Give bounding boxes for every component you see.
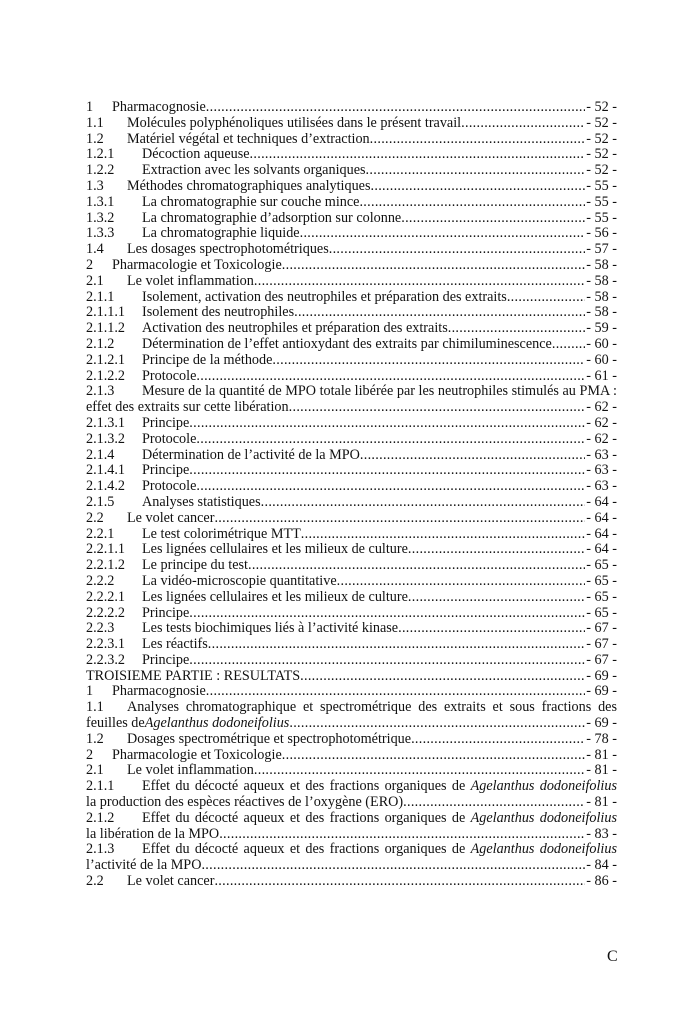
toc-entry[interactable] (86, 669, 617, 685)
dot-leader (196, 479, 585, 495)
entry-page: - 58 - (586, 272, 617, 289)
entry-title: Les tests biochimiques liés à l’activité kinase (142, 620, 399, 637)
dot-leader (196, 369, 585, 385)
entry-number: 2.2.2 (86, 572, 115, 589)
toc-entry[interactable] (86, 321, 617, 337)
dot-leader (301, 527, 585, 543)
toc-entry[interactable] (86, 132, 617, 148)
entry-title: Décoction aqueuse (142, 146, 250, 163)
entry-number: 1.2.1 (86, 146, 115, 163)
entry-title: Méthodes chromatographiques analytiques (127, 177, 371, 194)
entry-page: - 60 - (586, 351, 617, 368)
toc-entry[interactable] (86, 732, 617, 748)
entry-page: - 81 - (586, 794, 617, 811)
entry-title-text: Effet du décocté aqueux et des fractions organiques de (142, 810, 471, 826)
dot-leader (401, 211, 585, 227)
entry-number: 1.2 (86, 730, 104, 747)
dot-leader (272, 353, 585, 369)
toc-entry[interactable] (86, 179, 617, 195)
entry-number: 2.2 (86, 509, 104, 526)
toc-entry[interactable] (86, 653, 617, 669)
toc-entry[interactable] (86, 384, 617, 400)
entry-page: - 63 - (586, 478, 617, 495)
toc-entry[interactable] (86, 416, 617, 432)
entry-number: 2.1.1 (86, 288, 115, 305)
entry-number: 2 (86, 256, 94, 273)
entry-title: Le test colorimétrique MTT (142, 525, 301, 542)
entry-title-italic: Agelanthus dodoneifolius (470, 810, 617, 826)
entry-page: - 58 - (586, 256, 617, 273)
toc-entry[interactable] (86, 258, 617, 274)
dot-leader (282, 258, 586, 274)
entry-page: - 55 - (586, 177, 617, 194)
dot-leader (189, 653, 585, 669)
entry-title: Les lignées cellulaires et les milieux de culture (142, 588, 408, 605)
toc-entry[interactable] (86, 811, 617, 827)
dot-leader (366, 163, 586, 179)
entry-title: Détermination de l’activité de la MPO (142, 446, 360, 463)
dot-leader (337, 574, 586, 590)
entry-number: 2.1 (86, 762, 104, 779)
entry-page: - 52 - (586, 146, 617, 163)
entry-page: - 65 - (586, 572, 617, 589)
dot-leader (206, 100, 585, 116)
entry-number: 1.3 (86, 177, 104, 194)
entry-title: Les lignées cellulaires et les milieux de culture (142, 541, 408, 558)
dot-leader (250, 147, 586, 163)
entry-page: - 55 - (586, 193, 617, 210)
dot-leader (360, 448, 585, 464)
toc-entry[interactable] (86, 195, 617, 211)
entry-title: Le volet cancer (127, 873, 215, 890)
dot-leader (189, 416, 585, 432)
entry-page: - 67 - (586, 636, 617, 653)
entry-continuation: la production des espèces réactives de l’oxygène (ERO) (86, 794, 404, 811)
entry-page: - 67 - (586, 651, 617, 668)
dot-leader (408, 542, 585, 558)
entry-number: 2.2.3 (86, 620, 115, 637)
dot-leader (411, 732, 585, 748)
entry-number: 1 (86, 683, 94, 700)
entry-title: Protocole (142, 367, 197, 384)
entry-title: Activation des neutrophiles et préparation des extraits (142, 320, 448, 337)
toc-entry[interactable] (86, 700, 617, 716)
toc-entry[interactable] (86, 779, 617, 795)
dot-leader (254, 274, 585, 290)
dot-leader (261, 495, 586, 511)
entry-continuation: feuilles de (86, 715, 145, 732)
dot-leader (329, 242, 586, 258)
entry-page: - 59 - (586, 320, 617, 337)
entry-number: 1.4 (86, 241, 104, 258)
entry-number: 1.1 (86, 699, 104, 716)
entry-title: Dosages spectrométrique et spectrophotométrique (127, 730, 412, 747)
toc-entry[interactable] (86, 353, 617, 369)
entry-title: La chromatographie d’adsorption sur colonne (142, 209, 402, 226)
entry-number: 2.2.3.2 (86, 651, 126, 668)
toc-entry-continuation (86, 827, 617, 843)
entry-title-text: Effet du décocté aqueux et des fractions organiques de (142, 842, 471, 858)
dot-leader (289, 400, 586, 416)
entry-title: Le volet inflammation (127, 272, 254, 289)
toc-entry-continuation (86, 795, 617, 811)
entry-number: 2.2.1.1 (86, 541, 126, 558)
entry-page: - 64 - (586, 509, 617, 526)
entry-number: 1.3.1 (86, 193, 115, 210)
entry-page: - 58 - (586, 288, 617, 305)
entry-page: - 69 - (586, 667, 617, 684)
entry-title-text: Effet du décocté aqueux et des fractions organiques de (142, 779, 471, 795)
dot-leader (196, 432, 585, 448)
entry-title: Pharmacognosie (112, 683, 206, 700)
dot-leader (289, 716, 585, 732)
entry-title: Le volet cancer (127, 509, 215, 526)
entry-page: - 65 - (586, 604, 617, 621)
entry-page: - 62 - (586, 430, 617, 447)
toc-entry[interactable] (86, 274, 617, 290)
dot-leader (206, 684, 585, 700)
entry-number: 2.1.3 (86, 383, 115, 400)
toc-entry[interactable] (86, 147, 617, 163)
entry-number: 2.1.2.1 (86, 351, 126, 368)
toc-entry[interactable] (86, 163, 617, 179)
dot-leader (552, 337, 585, 353)
entry-page: - 67 - (586, 620, 617, 637)
entry-page: - 64 - (586, 525, 617, 542)
entry-title-italic: Agelanthus dodoneifolius (470, 842, 617, 858)
entry-number: 2.1.3 (86, 841, 115, 858)
entry-page: - 58 - (586, 304, 617, 321)
toc-entry[interactable] (86, 527, 617, 543)
entry-number: 2.2.2.2 (86, 604, 126, 621)
page-number: C (607, 948, 618, 965)
entry-title: Pharmacologie et Toxicologie (112, 746, 282, 763)
toc-entry[interactable] (86, 290, 617, 306)
entry-page: - 83 - (586, 825, 617, 842)
entry-page: - 62 - (586, 399, 617, 416)
entry-page: - 64 - (586, 541, 617, 558)
entry-number: 2.2 (86, 873, 104, 890)
toc-entry[interactable] (86, 511, 617, 527)
entry-number: 2.1.1 (86, 778, 115, 795)
toc-entry[interactable] (86, 684, 617, 700)
toc-entry[interactable] (86, 226, 617, 242)
entry-page: - 60 - (586, 335, 617, 352)
entry-page: - 86 - (586, 873, 617, 890)
toc-entry[interactable] (86, 495, 617, 511)
toc-entry[interactable] (86, 211, 617, 227)
toc-entry[interactable] (86, 448, 617, 464)
entry-continuation: effet des extraits sur cette libération (86, 399, 289, 416)
entry-page: - 63 - (586, 446, 617, 463)
dot-leader (201, 858, 585, 874)
entry-title: Les réactifs (142, 636, 208, 653)
dot-leader (189, 606, 585, 622)
entry-page: - 55 - (586, 209, 617, 226)
entry-page: - 57 - (586, 241, 617, 258)
entry-title: Isolement, activation des neutrophiles et préparation des extraits (142, 288, 507, 305)
dot-leader (300, 226, 586, 242)
entry-number: 1.2.2 (86, 162, 115, 179)
toc-entry-continuation (86, 716, 617, 732)
entry-number: 2.2.3.1 (86, 636, 126, 653)
entry-number: 2.2.2.1 (86, 588, 126, 605)
entry-title: Molécules polyphénoliques utilisées dans le présent travail (127, 114, 462, 131)
toc-entry[interactable] (86, 337, 617, 353)
entry-number: 2.1.4 (86, 446, 115, 463)
entry-page: - 78 - (586, 730, 617, 747)
dot-leader (370, 132, 586, 148)
toc-entry[interactable] (86, 369, 617, 385)
toc-entry[interactable] (86, 542, 617, 558)
entry-title: La chromatographie liquide (142, 225, 300, 242)
entry-number: 1.1 (86, 114, 104, 131)
entry-page: - 52 - (586, 162, 617, 179)
entry-number: 2.1.2.2 (86, 367, 126, 384)
dot-leader (294, 305, 585, 321)
dot-leader (359, 195, 585, 211)
entry-number: 2.2.1.2 (86, 557, 126, 574)
entry-title: Protocole (142, 478, 197, 495)
entry-number: 2.2.1 (86, 525, 115, 542)
entry-title: Extraction avec les solvants organiques (142, 162, 366, 179)
toc-entry[interactable] (86, 242, 617, 258)
entry-page: - 65 - (586, 557, 617, 574)
entry-title: Pharmacognosie (112, 99, 206, 115)
entry-title: Les dosages spectrophotométriques (127, 241, 329, 258)
toc-entry[interactable] (86, 100, 617, 116)
entry-number: 2.1 (86, 272, 104, 289)
entry-title: Le volet inflammation (127, 762, 254, 779)
entry-number: 1 (86, 99, 94, 115)
dot-leader (300, 669, 585, 685)
toc-entry[interactable] (86, 590, 617, 606)
entry-title: Principe (142, 604, 190, 621)
entry-page: - 81 - (586, 746, 617, 763)
entry-number: 2.1.1.1 (86, 304, 126, 321)
entry-title (142, 842, 617, 858)
entry-page: - 69 - (586, 683, 617, 700)
dot-leader (371, 179, 586, 195)
entry-page: - 61 - (586, 367, 617, 384)
entry-number: 2.1.2 (86, 335, 115, 352)
toc-entry-continuation (86, 400, 617, 416)
entry-title: La vidéo-microscopie quantitative (142, 572, 337, 589)
dot-leader (507, 290, 585, 306)
entry-title: Matériel végétal et techniques d’extraction (127, 130, 370, 147)
dot-leader (214, 874, 585, 890)
entry-title (142, 811, 617, 827)
entry-title: Principe (142, 462, 190, 479)
entry-number: 2.1.5 (86, 493, 115, 510)
entry-page: - 64 - (586, 493, 617, 510)
entry-number: 1.3.3 (86, 225, 115, 242)
entry-title: Analyses statistiques (142, 493, 261, 510)
entry-continuation: la libération de la MPO (86, 825, 220, 842)
entry-title: Principe (142, 414, 190, 431)
entry-number: 2.1.2 (86, 809, 115, 826)
entry-continuation-italic: Agelanthus dodoneifolius (144, 715, 290, 732)
entry-title: Principe (142, 651, 190, 668)
entry-title: Principe de la méthode (142, 351, 273, 368)
entry-title: La chromatographie sur couche mince (142, 193, 360, 210)
toc-entry-continuation (86, 858, 617, 874)
toc-entry[interactable] (86, 479, 617, 495)
entry-page: - 52 - (586, 114, 617, 131)
toc-entry[interactable] (86, 463, 617, 479)
toc-entry[interactable] (86, 637, 617, 653)
toc-entry[interactable] (86, 874, 617, 890)
entry-page: - 81 - (586, 762, 617, 779)
entry-title: Pharmacologie et Toxicologie (112, 256, 282, 273)
entry-title (142, 384, 617, 400)
dot-leader (219, 827, 585, 843)
dot-leader (189, 463, 585, 479)
toc-entry[interactable] (86, 432, 617, 448)
toc-entry[interactable] (86, 763, 617, 779)
entry-title-text: Analyses chromatographique et spectrométrique des extraits et sous fractions des (127, 700, 617, 716)
entry-title: TROISIEME PARTIE : RESULTATS (86, 667, 301, 684)
entry-number: 2.1.1.2 (86, 320, 126, 337)
entry-title: Protocole (142, 430, 197, 447)
toc-entry[interactable] (86, 606, 617, 622)
dot-leader (461, 116, 585, 132)
entry-title-italic: Agelanthus dodoneifolius (470, 779, 617, 795)
entry-number: 2 (86, 746, 94, 763)
entry-page: - 69 - (586, 715, 617, 732)
entry-number: 2.1.4.2 (86, 478, 126, 495)
dot-leader (398, 621, 585, 637)
dot-leader (208, 637, 585, 653)
entry-page: - 84 - (586, 857, 617, 874)
table-of-contents (86, 100, 617, 890)
entry-page: - 52 - (586, 130, 617, 147)
entry-number: 1.2 (86, 130, 104, 147)
entry-title: Le principe du test (142, 557, 248, 574)
dot-leader (282, 748, 586, 764)
entry-page: - 63 - (586, 462, 617, 479)
entry-title (142, 779, 617, 795)
dot-leader (408, 590, 585, 606)
toc-entry[interactable] (86, 574, 617, 590)
toc-entry[interactable] (86, 621, 617, 637)
entry-page: - 62 - (586, 414, 617, 431)
entry-title: Détermination de l’effet antioxydant des extraits par chimiluminescence (142, 335, 552, 352)
entry-number: 1.3.2 (86, 209, 115, 226)
dot-leader (403, 795, 585, 811)
toc-entry[interactable] (86, 748, 617, 764)
dot-leader (248, 558, 585, 574)
entry-title-text: Mesure de la quantité de MPO totale libérée par les neutrophiles stimulés au PMA : (142, 384, 617, 400)
entry-number: 2.1.3.1 (86, 414, 126, 431)
toc-entry[interactable] (86, 558, 617, 574)
dot-leader (448, 321, 586, 337)
entry-page: - 56 - (586, 225, 617, 242)
entry-title (127, 700, 617, 716)
entry-page: - 65 - (586, 588, 617, 605)
toc-entry[interactable] (86, 842, 617, 858)
entry-title: Isolement des neutrophiles (142, 304, 295, 321)
entry-continuation: l’activité de la MPO (86, 857, 202, 874)
entry-number: 2.1.4.1 (86, 462, 126, 479)
entry-page: - 52 - (586, 99, 617, 115)
toc-entry[interactable] (86, 305, 617, 321)
toc-entry[interactable] (86, 116, 617, 132)
entry-number: 2.1.3.2 (86, 430, 126, 447)
dot-leader (254, 763, 585, 779)
dot-leader (214, 511, 585, 527)
